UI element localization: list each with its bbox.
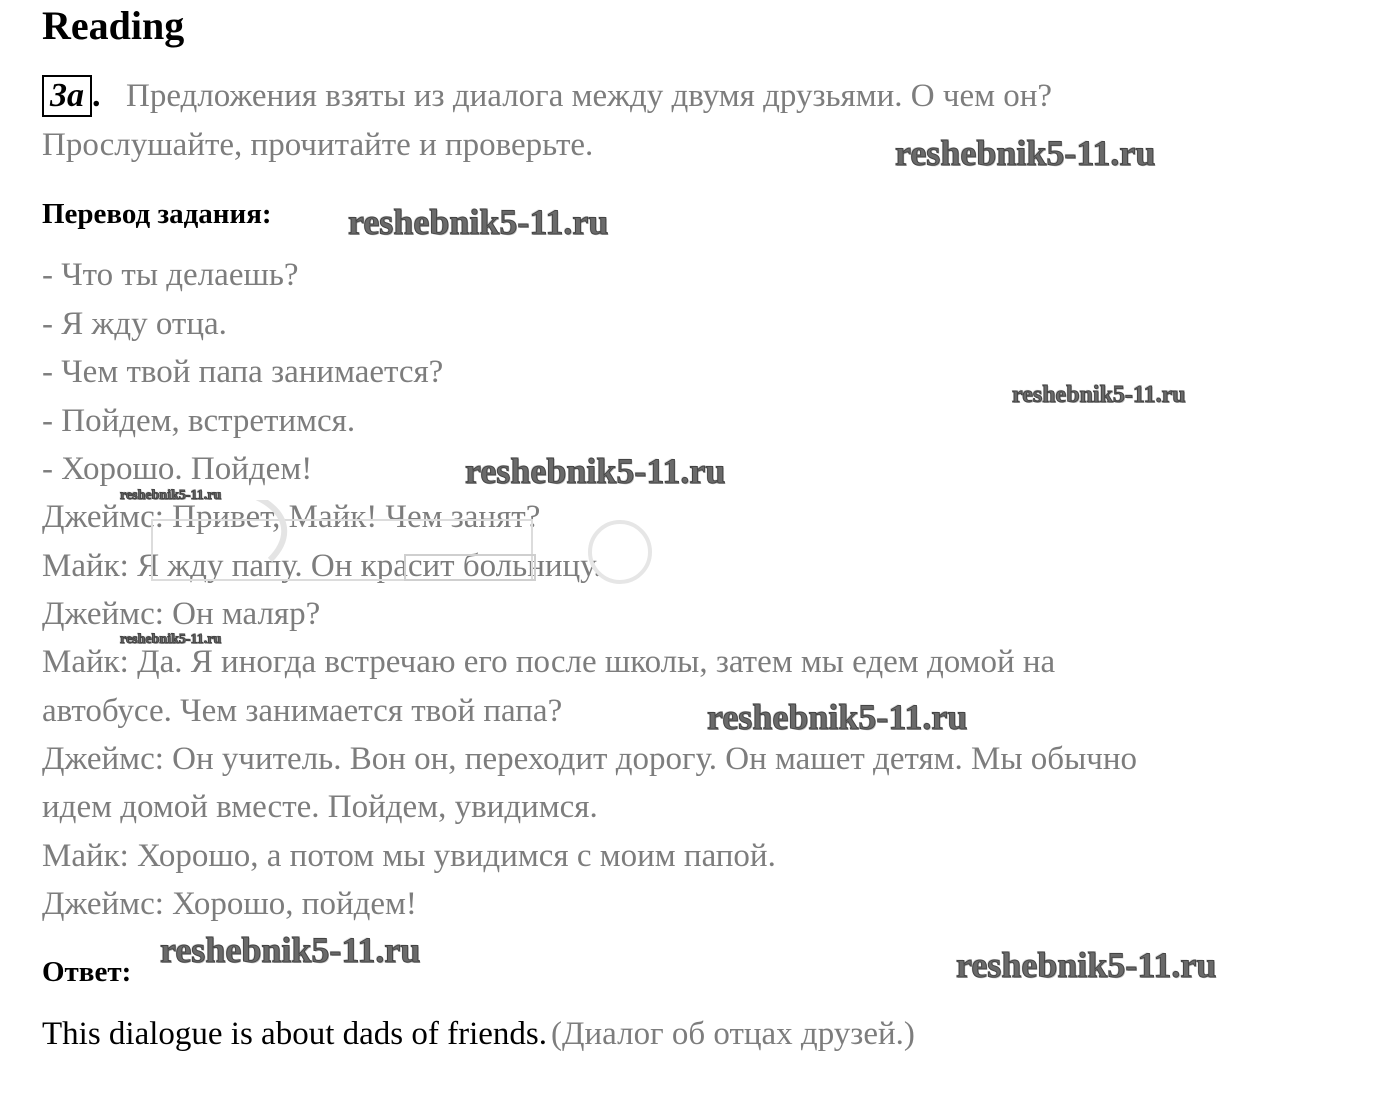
dialogue-line: - Я жду отца. xyxy=(42,306,227,342)
dialogue-line: Джеймс: Хорошо, пойдем! xyxy=(42,886,417,922)
answer-english: This dialogue is about dads of friends. xyxy=(42,1016,547,1052)
dialogue-line: - Что ты делаешь? xyxy=(42,257,299,293)
dialogue-line: Майк: Хорошо, а потом мы увидимся с моим папой. xyxy=(42,838,776,874)
dialogue-line: Джеймс: Привет, Майк! Чем занят? xyxy=(42,499,541,535)
watermark: reshebnik5-11.ru xyxy=(120,632,222,647)
task-number xyxy=(42,75,101,115)
watermark: reshebnik5-11.ru xyxy=(1012,382,1186,408)
task-text-line-1: Предложения взяты из диалога между двумя друзьями. О чем он? xyxy=(126,78,1053,114)
dialogue-line: - Пойдем, встретимся. xyxy=(42,403,356,439)
dialogue-line: Майк: Я жду папу. Он красит больницу. xyxy=(42,548,602,584)
dialogue-line: Майк: Да. Я иногда встречаю его после школы, затем мы едем домой на xyxy=(42,644,1056,680)
dialogue-line: идем домой вместе. Пойдем, увидимся. xyxy=(42,789,598,825)
task-text-line-2: Прослушайте, прочитайте и проверьте. xyxy=(42,127,594,163)
translation-label: Перевод задания: xyxy=(42,198,272,230)
dialogue-line: Джеймс: Он маляр? xyxy=(42,596,321,632)
dialogue-line: Джеймс: Он учитель. Вон он, переходит дорогу. Он машет детям. Мы обычно xyxy=(42,741,1137,777)
answer-russian: (Диалог об отцах друзей.) xyxy=(551,1016,915,1052)
answer-text xyxy=(42,1010,915,1058)
watermark: reshebnik5-11.ru xyxy=(160,930,421,970)
answer-label: Ответ: xyxy=(42,956,132,988)
dialogue-line: автобусе. Чем занимается твой папа? xyxy=(42,693,563,729)
task-number-dot: . xyxy=(92,77,101,114)
task-number-box: 3a xyxy=(42,75,92,117)
overlay-logo-graphic xyxy=(150,500,710,590)
watermark: reshebnik5-11.ru xyxy=(465,451,726,491)
watermark: reshebnik5-11.ru xyxy=(120,488,222,503)
dialogue-line: - Хорошо. Пойдем! xyxy=(42,451,313,487)
dialogue-line: - Чем твой папа занимается? xyxy=(42,354,444,390)
watermark: reshebnik5-11.ru xyxy=(895,133,1156,173)
watermark: reshebnik5-11.ru xyxy=(348,202,609,242)
watermark: reshebnik5-11.ru xyxy=(707,697,968,737)
watermark: reshebnik5-11.ru xyxy=(956,945,1217,985)
section-heading: Reading xyxy=(42,3,185,48)
